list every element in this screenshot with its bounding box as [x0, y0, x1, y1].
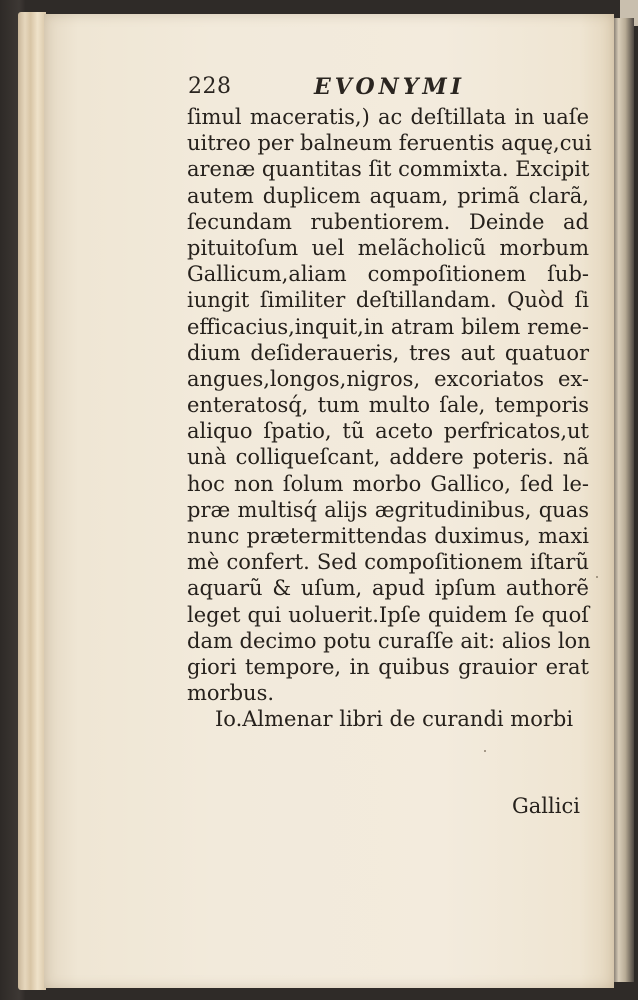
text-line: morbus.: [187, 681, 275, 706]
page-number: 228: [188, 74, 232, 99]
text-line: aliquo ſpatio, tũ aceto perfricatos,ut: [187, 419, 589, 444]
text-line: iungit ſimiliter deſtillandam. Quòd ſi: [187, 288, 589, 313]
text-line: hoc non ſolum morbo Gallico, ſed le-: [187, 471, 589, 496]
text-line: enteratosq́, tum multo ſale, temporis: [187, 393, 589, 418]
text-line: dium deſideraueris, tres aut quatuor: [187, 340, 589, 365]
text-line: efficacius,inquit,in atram bilem reme-: [187, 314, 589, 339]
body-text: [187, 104, 592, 733]
text-line: uitreo per balneum feruentis aquę,cui: [187, 131, 592, 156]
catchword: Gallici: [512, 794, 580, 818]
text-line: arenæ quantitas ſit commixta. Excipit: [187, 157, 590, 182]
text-line: ſimul maceratis,) ac deſtillata in uaſe: [187, 105, 589, 129]
text-line: nunc prætermittendas duximus, maxi: [187, 524, 589, 548]
text-line: dam decimo potu curaſſe ait: alios lon: [187, 628, 591, 653]
running-head: EVONYMI: [314, 74, 466, 100]
book-right-edge: [612, 18, 634, 982]
text-line: angues,longos,nigros, excoriatos ex-: [187, 366, 589, 391]
text-line: pituitoſum uel melãcholicũ morbum: [187, 235, 589, 260]
text-line: præ multisq́ alijs ægritudinibus, quas: [187, 497, 589, 522]
text-line: mè confert. Sed compoſitionem iſtarũ: [187, 550, 589, 575]
text-line: aquarũ & uſum, apud ipſum authorẽ: [187, 576, 589, 601]
text-line: leget qui uoluerit.Ipſe quidem ſe quoſ: [187, 602, 589, 627]
text-line: unà colliqueſcant, addere poteris. nã: [187, 445, 589, 470]
text-line: Gallicum,aliam compoſitionem ſub-: [187, 262, 589, 287]
paper-speck: [484, 750, 486, 752]
book-left-edge: [18, 12, 46, 990]
text-line: giori tempore, in quibus grauior erat: [187, 654, 589, 679]
paragraph-start-line: Io.Almenar libri de curandi morbi: [215, 707, 574, 732]
page-header: [188, 74, 588, 104]
text-line: ſecundam rubentiorem. Deinde ad: [187, 209, 589, 234]
text-line: autem duplicem aquam, primã clarã,: [187, 183, 589, 208]
paper-speck: [596, 576, 598, 578]
